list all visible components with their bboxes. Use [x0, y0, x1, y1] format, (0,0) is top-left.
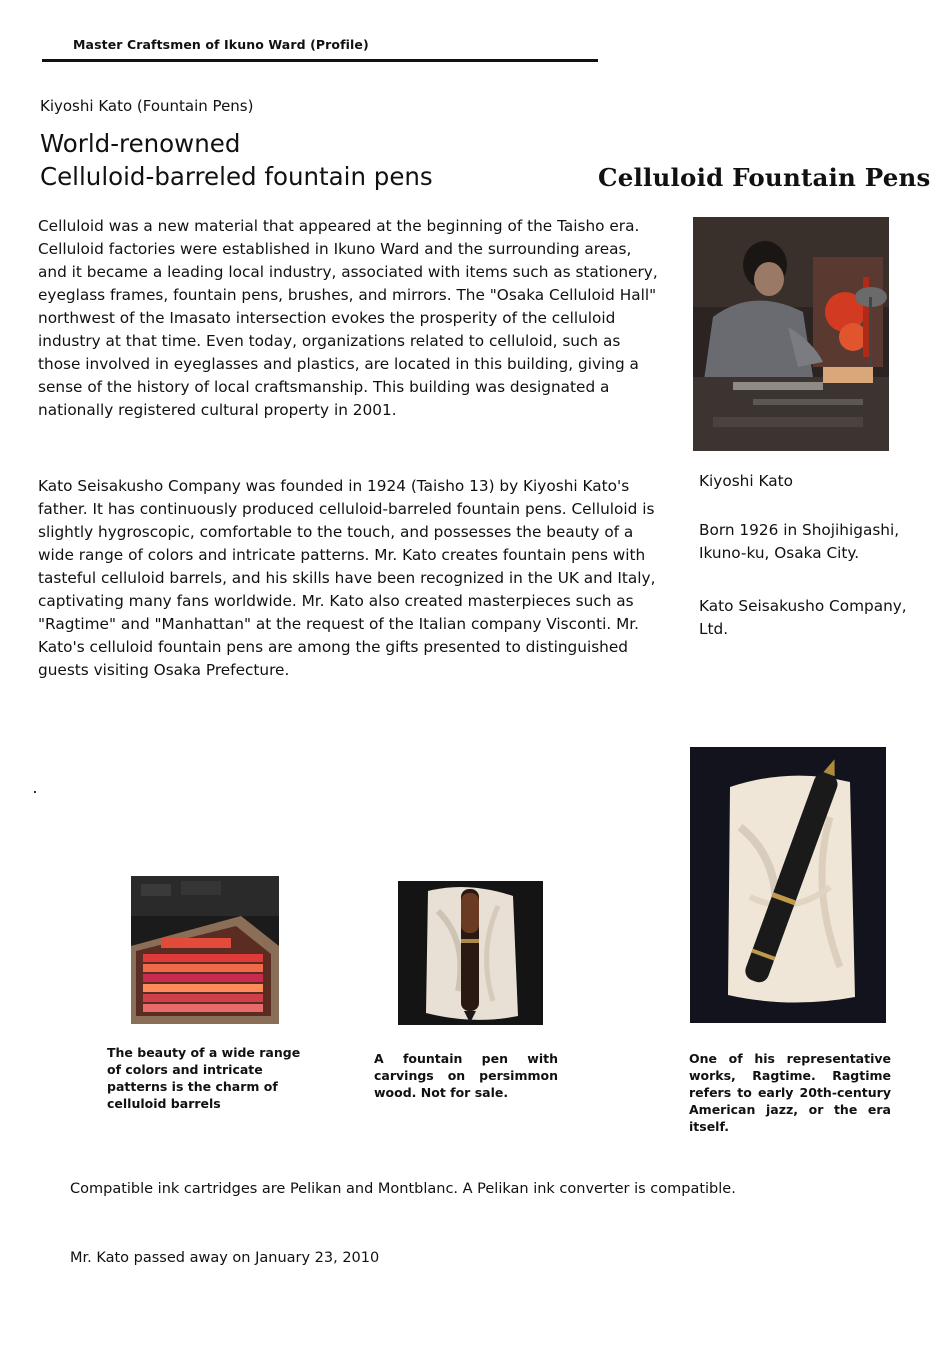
ragtime-pen-photo: [690, 747, 886, 1023]
footer-passed-note: Mr. Kato passed away on January 23, 2010: [70, 1250, 380, 1266]
caption-persimmon: A fountain pen with carvings on persimmon wood. Not for sale.: [374, 1051, 558, 1100]
craftsman-photo: [693, 217, 889, 451]
caption-colors: The beauty of a wide range of colors and intricate patterns is the charm of celluloid barrels: [107, 1045, 301, 1111]
profile-born: Born 1926 in Shojihigashi, Ikuno-ku, Osaka City.: [699, 521, 900, 562]
stray-mark: [34, 791, 36, 793]
main-title-line-1: World-renowned: [40, 129, 241, 158]
header-label: Master Craftsmen of Ikuno Ward (Profile): [73, 37, 369, 52]
celluloid-barrels-photo: [131, 876, 279, 1024]
subtitle: Kiyoshi Kato (Fountain Pens): [40, 97, 254, 115]
main-title: [40, 127, 433, 193]
body-paragraph-2: Kato Seisakusho Company was founded in 1924 (Taisho 13) by Kiyoshi Kato's father. It has continuously produced celluloid-barreled fountain pens. Celluloid is slightly hygroscopic, comfortable to the touch, and possesses the beauty of a wide range of colors and intricate patterns. Mr. Kato creates fountain pens with tasteful celluloid barrels, and his skills have been recognized in the UK and Italy, captivating many fans worldwide. Mr. Kato also created masterpieces such as "Ragtime" and "Manhattan" at the request of the Italian company Visconti. Mr. Kato's celluloid fountain pens are among the gifts presented to distinguished guests visiting Osaka Prefecture.: [38, 477, 656, 679]
profile-company: Kato Seisakusho Company, Ltd.: [699, 597, 907, 638]
persimmon-pen-photo: [398, 881, 543, 1025]
footer-ink-note: Compatible ink cartridges are Pelikan and Montblanc. A Pelikan ink converter is compatible.: [70, 1181, 736, 1197]
body-paragraph-1: Celluloid was a new material that appeared at the beginning of the Taisho era. Celluloid factories were established in Ikuno Ward and the surrounding areas, and it became a leading local industry, associated with items such as stationery, eyeglass frames, fountain pens, brushes, and mirrors. The "Osaka Celluloid Hall" northwest of the Imasato intersection evokes the prosperity of the celluloid industry at that time. Even today, organizations related to celluloid, such as those involved in eyeglasses and plastics, are located in this building, giving a sense of the history of local craftsmanship. This building was designated a nationally registered cultural property in 2001.: [38, 217, 658, 419]
header-rule: [42, 59, 598, 62]
main-title-line-2: Celluloid-barreled fountain pens: [40, 162, 433, 191]
caption-ragtime: One of his representative works, Ragtime. Ragtime refers to early 20th-century American jazz, or the era itself.: [689, 1051, 891, 1134]
side-title: Celluloid Fountain Pens: [598, 163, 931, 192]
profile-name: Kiyoshi Kato: [699, 472, 793, 490]
